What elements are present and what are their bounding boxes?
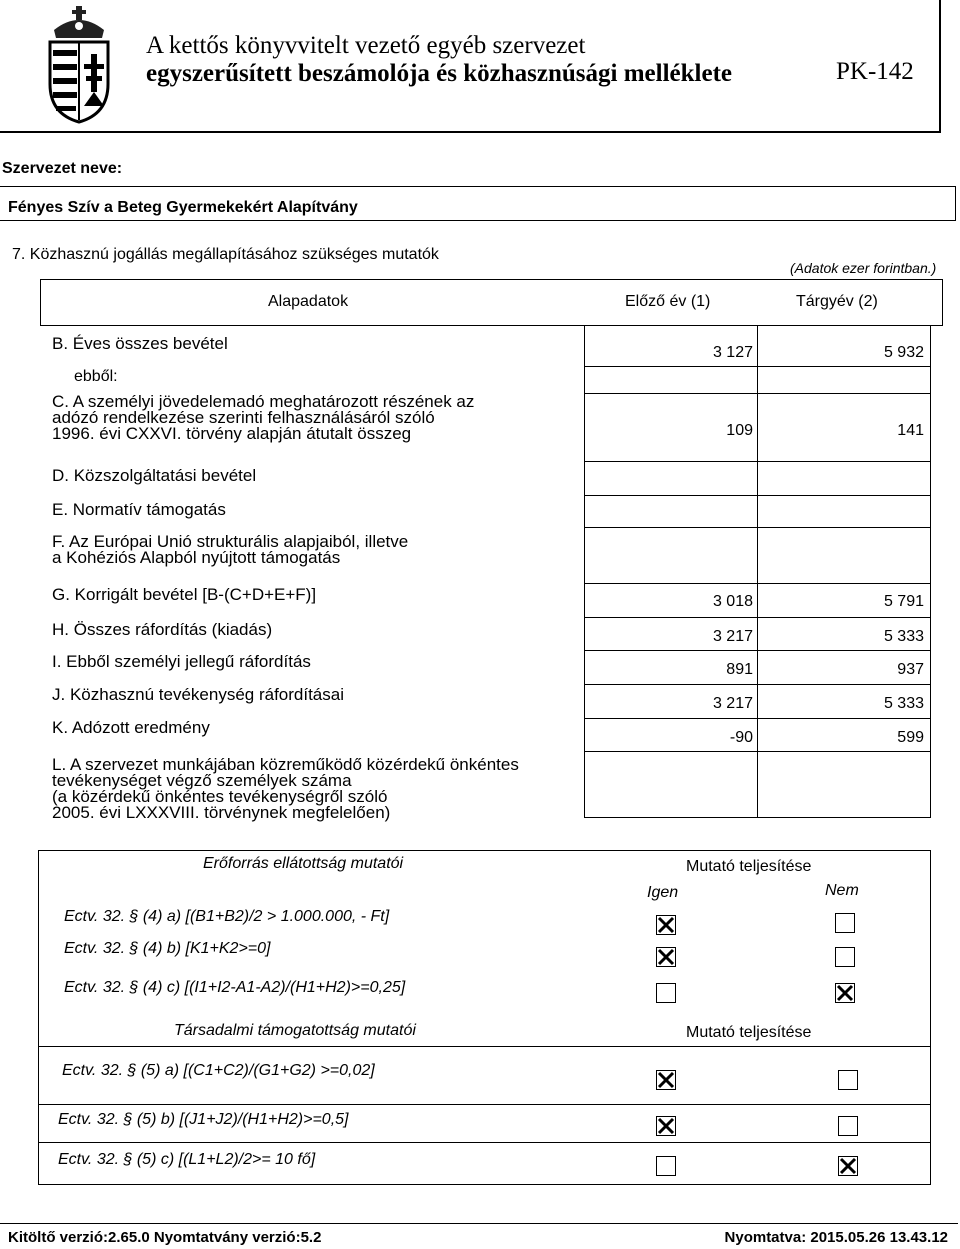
row-rule xyxy=(584,393,930,394)
row-h-curr: 5 333 xyxy=(883,628,924,645)
row-b-curr: 5 932 xyxy=(883,344,924,361)
row-rule xyxy=(584,718,930,719)
header-rule-right xyxy=(939,0,941,133)
row-g-label: G. Korrigált bevétel [B-(C+D+E+F)] xyxy=(52,585,317,604)
row-f-line2: a Kohéziós Alapból nyújtott támogatás xyxy=(52,548,341,567)
row-e-label: E. Normatív támogatás xyxy=(52,500,226,519)
curr-col-right-rule xyxy=(930,326,931,818)
table-rule-top xyxy=(40,279,943,280)
indicator-box-left xyxy=(38,850,39,1184)
row-rule xyxy=(584,461,930,462)
checked-x-icon xyxy=(657,916,675,934)
social-rule xyxy=(38,1046,931,1047)
resource-2-yes-checkbox[interactable] xyxy=(656,947,676,967)
resource-item-3-label: Ectv. 32. § (4) c) [(I1+I2-A1-A2)/(H1+H2)>=0,25] xyxy=(64,979,406,996)
table-rule-left-top xyxy=(40,279,41,325)
resource-title: Erőforrás ellátottság mutatói xyxy=(203,855,404,872)
table-rule-right-top xyxy=(942,279,943,325)
col-header-prev: Előző év (1) xyxy=(625,293,711,310)
org-rule-top xyxy=(0,186,956,187)
social-3-yes-checkbox[interactable] xyxy=(656,1156,676,1176)
row-c-line3: 1996. évi CXXVI. törvény alapján átutalt összeg xyxy=(52,424,412,443)
row-c-line2: adózó rendelkezése szerinti felhasználásáról szóló xyxy=(52,408,435,427)
row-rule xyxy=(584,617,930,618)
row-j-prev: 3 217 xyxy=(712,695,753,712)
resource-result-title: Mutató teljesítése xyxy=(686,858,812,875)
resource-3-yes-checkbox[interactable] xyxy=(656,983,676,1003)
row-of-which-label: ebből: xyxy=(74,368,118,385)
checked-x-icon xyxy=(839,1157,857,1175)
checked-x-icon xyxy=(657,948,675,966)
footer-rule xyxy=(0,1223,958,1224)
row-rule xyxy=(584,751,930,752)
row-l-line4: 2005. évi LXXXVIII. törvénynek megfelelően) xyxy=(52,803,391,822)
row-d-label: D. Közszolgáltatási bevétel xyxy=(52,466,257,485)
indicator-box-right xyxy=(930,850,931,1184)
coat-of-arms-logo xyxy=(44,6,114,124)
row-rule xyxy=(584,495,930,496)
org-rule-right xyxy=(955,186,956,220)
table-rule-header xyxy=(40,325,943,326)
unit-note: (Adatok ezer forintban.) xyxy=(790,260,937,276)
social-item-1-label: Ectv. 32. § (5) a) [(C1+C2)/(G1+G2) >=0,02] xyxy=(62,1062,375,1079)
footer-printed: Nyomtatva: 2015.05.26 13.43.12 xyxy=(724,1229,948,1246)
indicator-box-bottom xyxy=(38,1184,931,1185)
form-title-line2: egyszerűsített beszámolója és közhasznúsági melléklete xyxy=(146,60,732,87)
social-row-rule xyxy=(38,1142,931,1143)
resource-3-no-checkbox[interactable] xyxy=(835,983,855,1003)
col-divider-rule xyxy=(757,326,758,818)
col-header-base: Alapadatok xyxy=(268,293,349,310)
social-2-no-checkbox[interactable] xyxy=(838,1116,858,1136)
form-title xyxy=(146,32,806,88)
row-l-line1: L. A szervezet munkájában közreműködő közérdekű önkéntes xyxy=(52,755,519,774)
social-title: Társadalmi támogatottság mutatói xyxy=(174,1022,416,1039)
row-i-label: I. Ebből személyi jellegű ráfordítás xyxy=(52,652,311,671)
social-item-2-label: Ectv. 32. § (5) b) [(J1+J2)/(H1+H2)>=0,5] xyxy=(58,1111,349,1128)
row-c-line1: C. A személyi jövedelemadó meghatározott részének az xyxy=(52,392,475,411)
indicator-box-top xyxy=(38,850,931,851)
social-1-yes-checkbox[interactable] xyxy=(656,1070,676,1090)
social-row-rule xyxy=(38,1104,931,1105)
checked-x-icon xyxy=(836,984,854,1002)
row-i-curr: 937 xyxy=(897,661,924,678)
row-rule-bottom xyxy=(584,817,930,818)
social-1-no-checkbox[interactable] xyxy=(838,1070,858,1090)
row-c-curr: 141 xyxy=(897,422,924,439)
row-l-line2: tevékenységet végző személyek száma xyxy=(52,771,352,790)
row-c-prev: 109 xyxy=(726,422,753,439)
social-3-no-checkbox[interactable] xyxy=(838,1156,858,1176)
row-k-label: K. Adózott eredmény xyxy=(52,718,210,737)
col-header-curr: Tárgyév (2) xyxy=(796,293,878,310)
row-f-label xyxy=(52,534,408,566)
row-c-label xyxy=(52,394,474,442)
row-k-prev: -90 xyxy=(729,729,753,746)
no-label: Nem xyxy=(825,882,859,899)
row-rule xyxy=(584,366,930,367)
row-l-line3: (a közérdekű önkéntes tevékenységről szóló xyxy=(52,787,388,806)
row-rule xyxy=(584,650,930,651)
resource-1-no-checkbox[interactable] xyxy=(835,913,855,933)
footer-version: Kitöltő verzió:2.65.0 Nyomtatvány verzió:5.2 xyxy=(8,1229,322,1246)
row-f-line1: F. Az Európai Unió strukturális alapjaiból, illetve xyxy=(52,532,409,551)
row-h-label: H. Összes ráfordítás (kiadás) xyxy=(52,620,273,639)
row-j-curr: 5 333 xyxy=(883,695,924,712)
yes-label: Igen xyxy=(647,884,679,901)
row-l-label xyxy=(52,757,519,821)
social-result-title: Mutató teljesítése xyxy=(686,1024,812,1041)
social-2-yes-checkbox[interactable] xyxy=(656,1116,676,1136)
org-name-label: Szervezet neve: xyxy=(2,160,123,177)
form-code: PK-142 xyxy=(836,58,914,85)
row-i-prev: 891 xyxy=(726,661,753,678)
row-j-label: J. Közhasznú tevékenység ráfordításai xyxy=(52,685,344,704)
row-h-prev: 3 217 xyxy=(712,628,753,645)
social-item-3-label: Ectv. 32. § (5) c) [(L1+L2)/2>= 10 fő] xyxy=(58,1151,316,1168)
row-rule xyxy=(584,684,930,685)
row-k-curr: 599 xyxy=(897,729,924,746)
row-b-prev: 3 127 xyxy=(712,344,753,361)
row-rule xyxy=(584,527,930,528)
checked-x-icon xyxy=(657,1071,675,1089)
org-rule-bottom xyxy=(0,220,956,221)
prev-col-left-rule xyxy=(584,326,585,818)
resource-item-2-label: Ectv. 32. § (4) b) [K1+K2>=0] xyxy=(64,940,271,957)
resource-2-no-checkbox[interactable] xyxy=(835,947,855,967)
form-title-line1: A kettős könyvvitelt vezető egyéb szervezet xyxy=(146,32,586,59)
resource-item-1-label: Ectv. 32. § (4) a) [(B1+B2)/2 > 1.000.000, - Ft] xyxy=(64,908,390,925)
resource-1-yes-checkbox[interactable] xyxy=(656,915,676,935)
row-g-prev: 3 018 xyxy=(712,593,753,610)
row-b-label: B. Éves összes bevétel xyxy=(52,334,228,353)
org-name-value: Fényes Szív a Beteg Gyermekekért Alapítvány xyxy=(8,199,358,216)
header-rule xyxy=(0,131,940,133)
row-g-curr: 5 791 xyxy=(883,593,924,610)
checked-x-icon xyxy=(657,1117,675,1135)
row-rule xyxy=(584,583,930,584)
section-title: 7. Közhasznú jogállás megállapításához szükséges mutatók xyxy=(12,246,439,263)
